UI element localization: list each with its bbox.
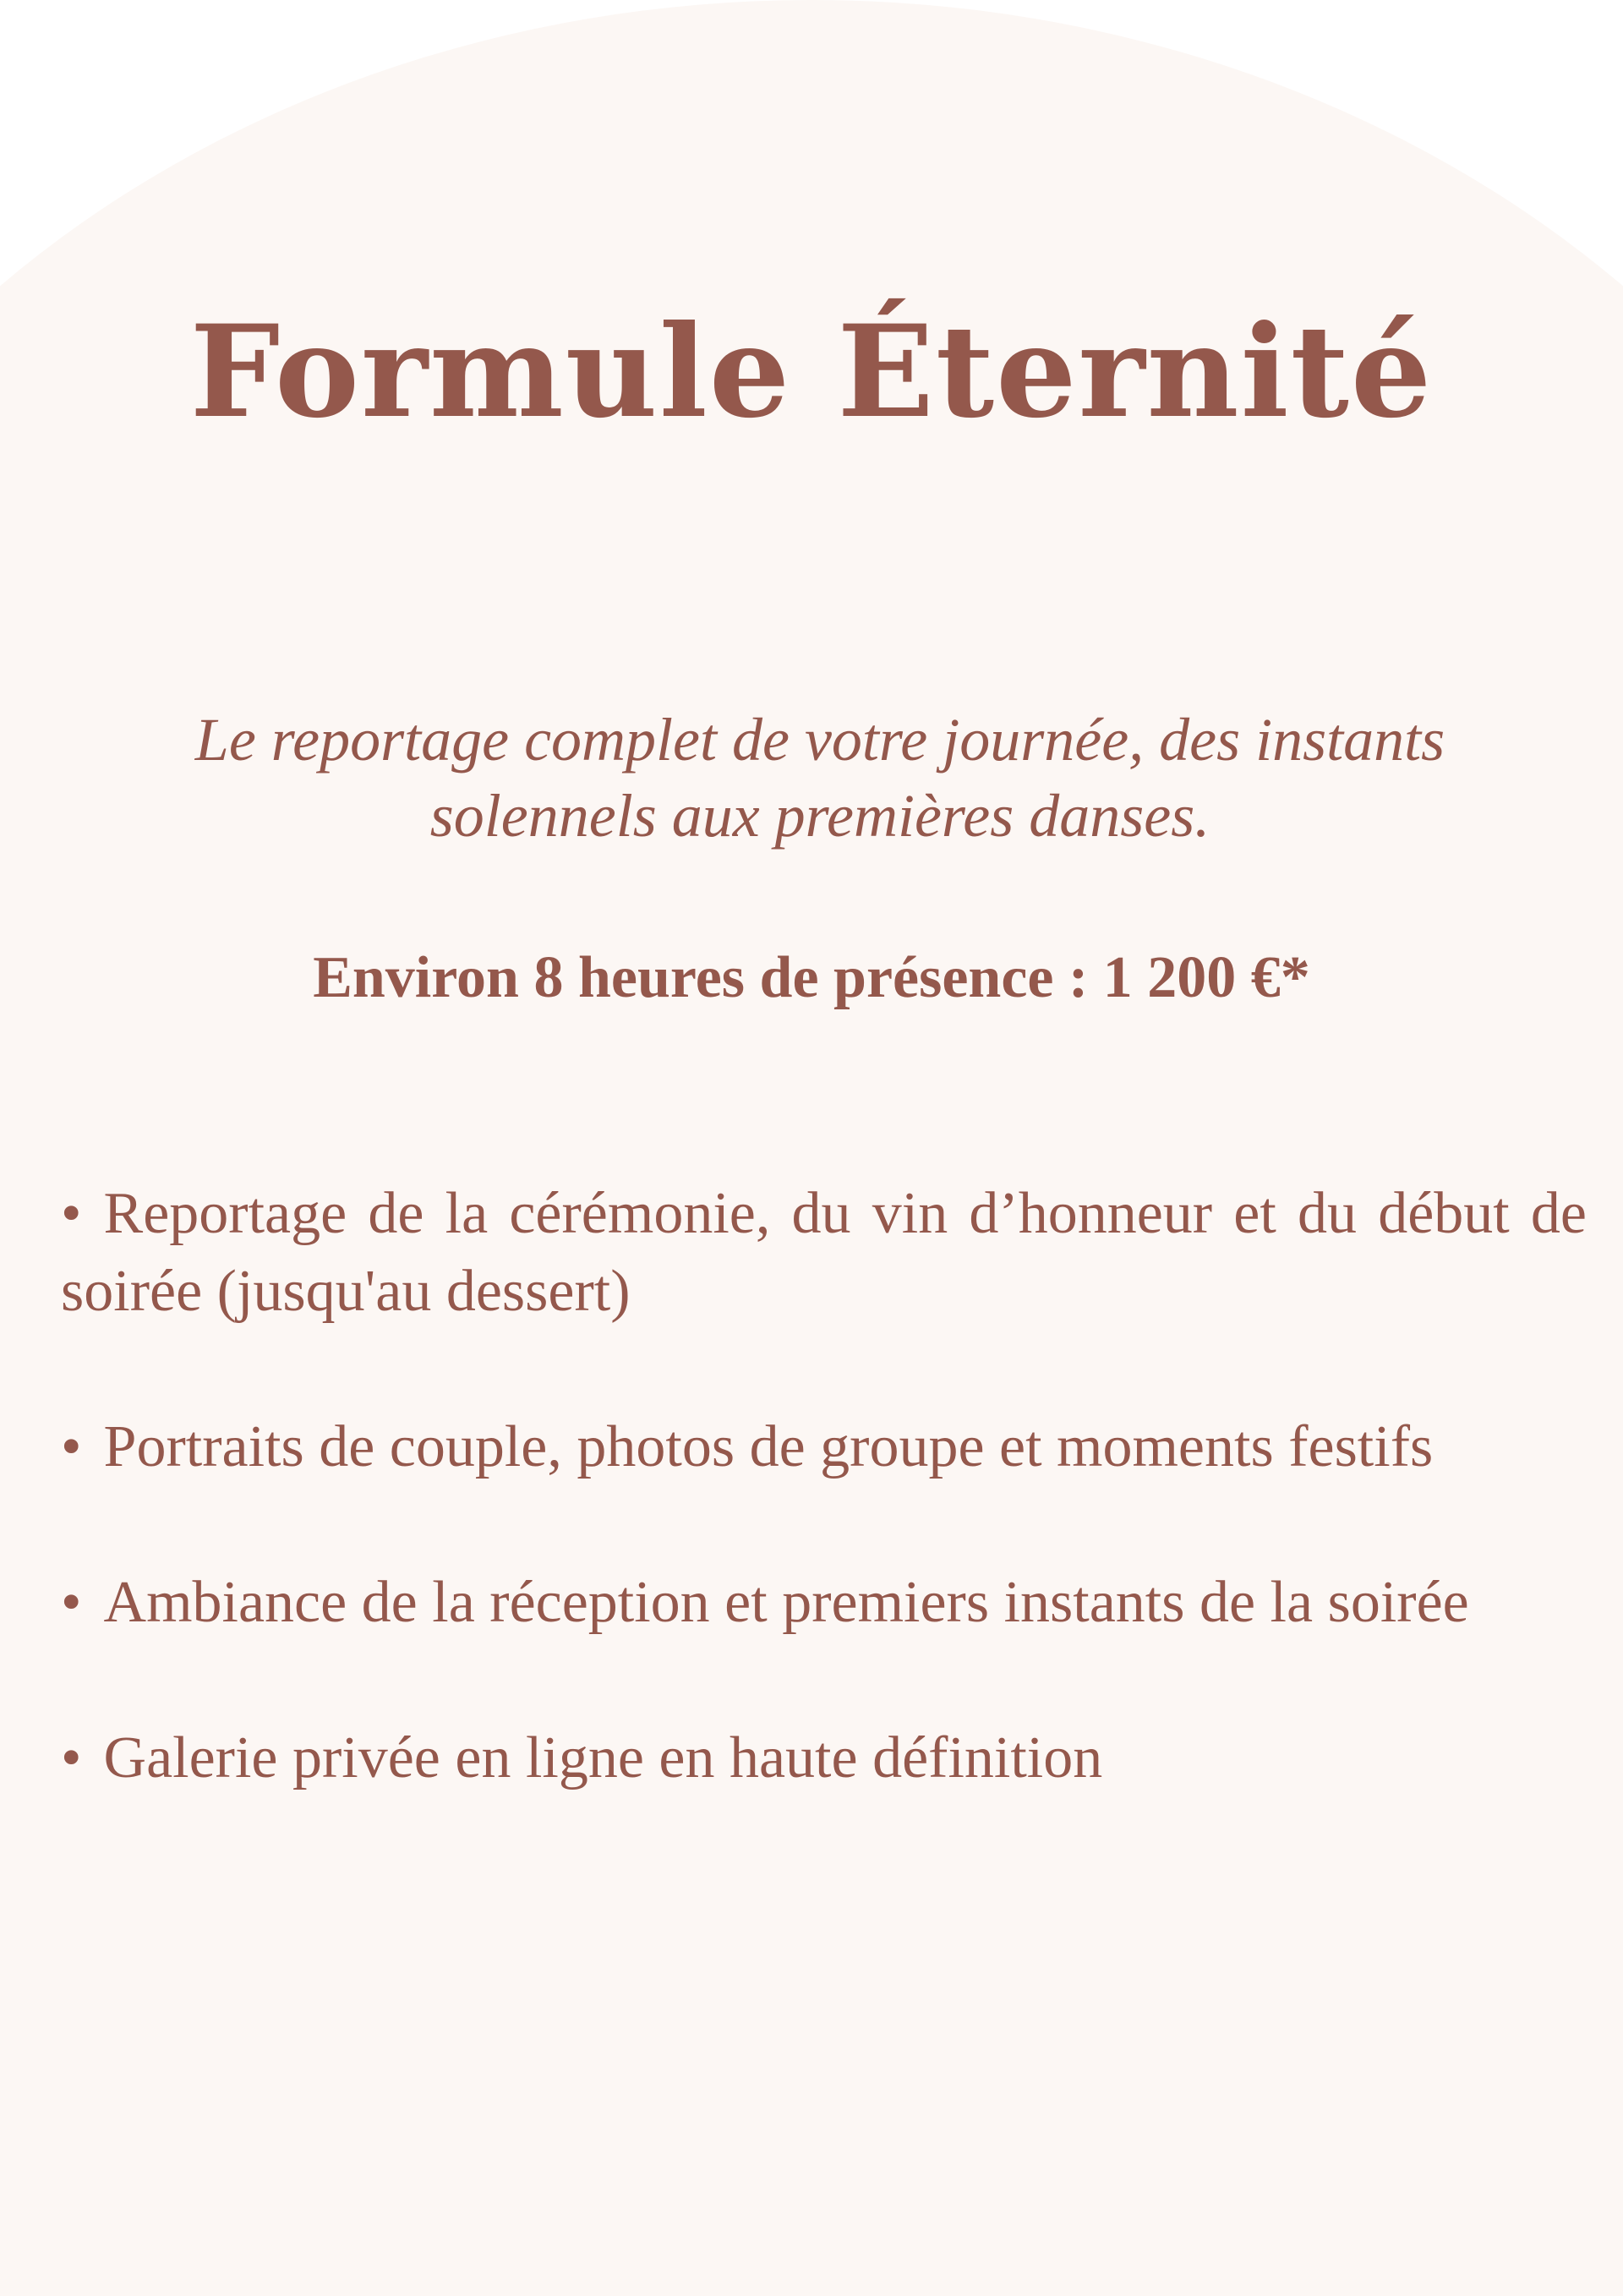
feature-item-ceremony — [61, 1175, 1587, 1331]
feature-item-reception — [61, 1564, 1587, 1642]
feature-item-portraits — [61, 1408, 1587, 1486]
bullet-icon: • — [61, 1181, 82, 1246]
feature-text: Portraits de couple, photos de groupe et moments festifs — [103, 1414, 1434, 1479]
price-line: Environ 8 heures de présence : 1 200 €* — [313, 945, 1310, 1010]
feature-item-gallery — [61, 1719, 1587, 1797]
feature-text: Reportage de la cérémonie, du vin d’honneur et du début de soirée (jusqu'au dessert) — [61, 1181, 1587, 1324]
bullet-icon: • — [61, 1725, 82, 1790]
bullet-icon: • — [61, 1414, 82, 1479]
bullet-icon: • — [61, 1570, 82, 1635]
package-description: Le reportage complet de votre journée, des instants solennels aux premières danses. — [194, 706, 1445, 850]
feature-list — [61, 1175, 1587, 1875]
page-title: Formule Éternité — [189, 298, 1434, 446]
feature-text: Galerie privée en ligne en haute définition — [103, 1725, 1103, 1790]
feature-text: Ambiance de la réception et premiers instants de la soirée — [103, 1570, 1469, 1635]
